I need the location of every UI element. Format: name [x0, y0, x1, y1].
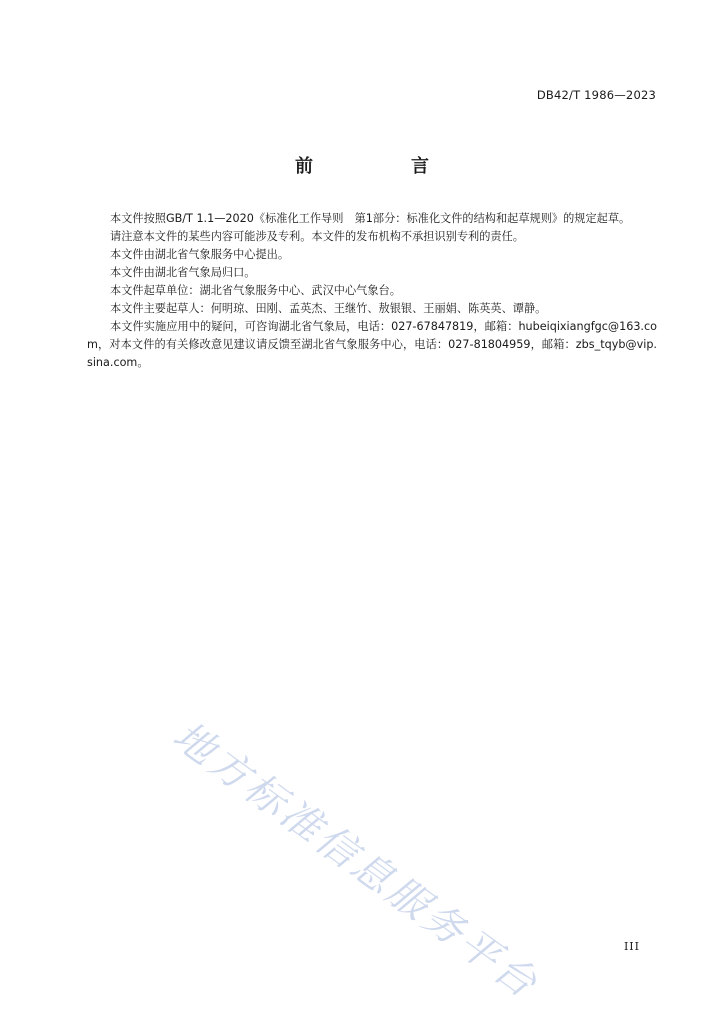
paragraph-patent-notice: 请注意本文件的某些内容可能涉及专利。本文件的发布机构不承担识别专利的责任。	[110, 230, 524, 243]
paragraph-contact: 本文件实施应用中的疑问，可咨询湖北省气象局，电话：027-67847819，邮箱：hubeiqixiangfgc@163.com，对本文件的有关修改意见建议请反馈至湖北省气象服务中心，电话：027-81804959，邮箱：zbs_tqyb@vip.sina.com。	[87, 320, 657, 369]
foreword-body	[87, 210, 657, 372]
paragraph-drafters: 本文件主要起草人：何明琼、田刚、孟英杰、王继竹、敖银银、王丽娟、陈英英、谭静。	[110, 302, 547, 315]
section-title: 前 言	[295, 156, 469, 177]
paragraph-drafting-units: 本文件起草单位：湖北省气象服务中心、武汉中心气象台。	[110, 284, 401, 297]
paragraph-proposer: 本文件由湖北省气象服务中心提出。	[110, 248, 290, 261]
paragraph-drafting-rules: 本文件按照GB/T 1.1—2020《标准化工作导则 第1部分：标准化文件的结构和起草规则》的规定起草。	[110, 212, 631, 225]
document-code: DB42/T 1986—2023	[536, 88, 656, 102]
page-number: III	[623, 940, 640, 953]
paragraph-administrator: 本文件由湖北省气象局归口。	[110, 266, 256, 279]
watermark-text: 地方标准信息服务平台	[164, 712, 548, 1009]
